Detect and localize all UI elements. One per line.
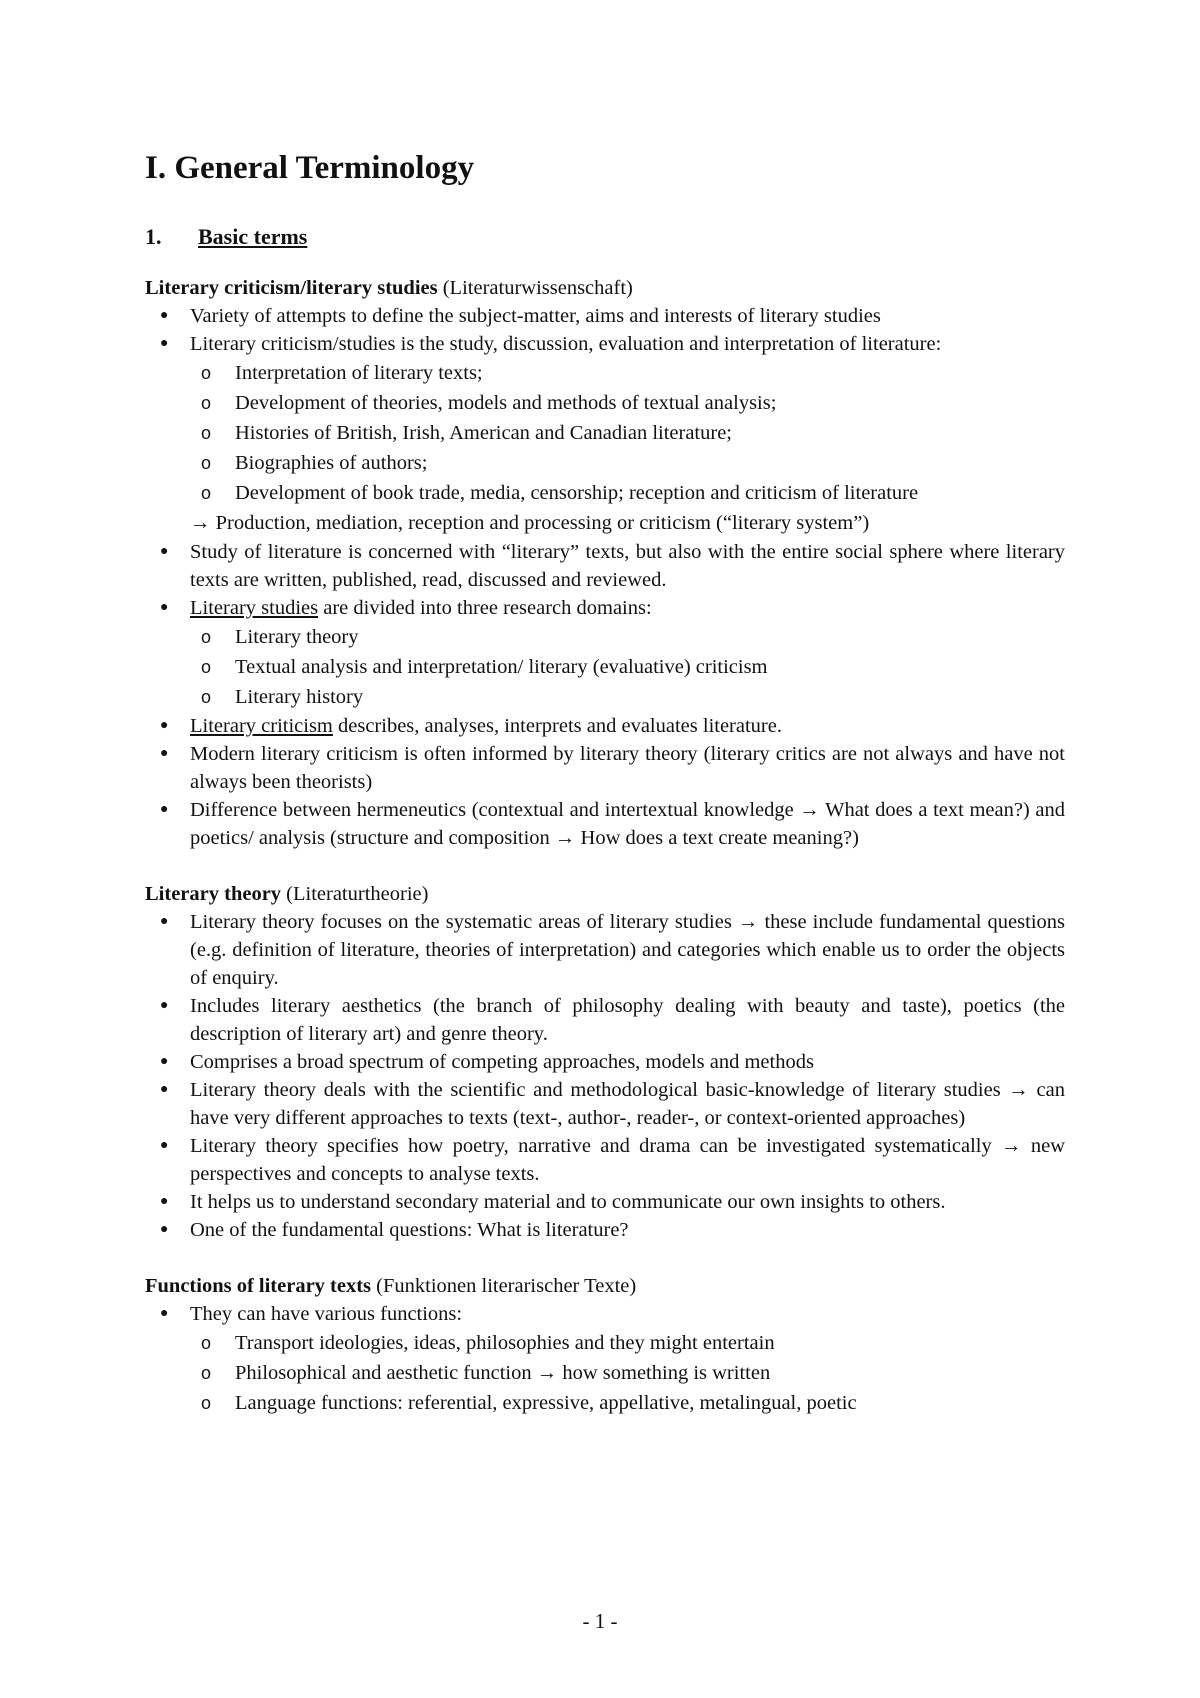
list-item — [145, 712, 1065, 740]
sub-list-item-text: Interpretation of literary texts; — [235, 362, 483, 384]
sub-list-item — [145, 448, 1065, 478]
sub-list-item-text: Histories of British, Irish, American and Canadian literature; — [235, 422, 732, 444]
list-item — [145, 740, 1065, 796]
section-title-note: (Literaturtheorie) — [281, 883, 429, 905]
bullet-icon: ● — [160, 336, 169, 351]
list-item-text: Includes literary aesthetics (the branch of philosophy dealing with beauty and taste), poetics (the description of literary art) and genre theory. — [190, 995, 1065, 1045]
sub-list-item — [145, 1388, 1065, 1418]
list-item — [145, 992, 1065, 1048]
list-item-text: They can have various functions: — [190, 1303, 463, 1325]
document-page — [145, 140, 1065, 1446]
bullet-icon: ● — [160, 544, 169, 559]
bullet-icon: ● — [160, 308, 169, 323]
sub-list-item — [145, 682, 1065, 712]
sub-list-item-text: Transport ideologies, ideas, philosophies and they might entertain — [235, 1332, 775, 1354]
list-item-text: One of the fundamental questions: What is literature? — [190, 1219, 629, 1241]
list-item — [145, 1300, 1065, 1418]
list-item-text: Modern literary criticism is often informed by literary theory (literary critics are not always and have not always been theorists) — [190, 743, 1065, 793]
section-literary-theory — [145, 880, 1065, 1244]
list-item — [145, 1188, 1065, 1216]
list-item-text: It helps us to understand secondary material and to communicate our own insights to others. — [190, 1191, 946, 1213]
arrow-note: → Production, mediation, reception and processing or criticism (“literary system”) — [190, 512, 870, 534]
circle-bullet-icon: o — [201, 453, 212, 473]
section-heading — [145, 1272, 1065, 1300]
bullet-icon: ● — [160, 600, 169, 615]
list-item — [145, 1132, 1065, 1188]
list-item — [145, 594, 1065, 712]
sub-list-item-text: Literary history — [235, 686, 364, 708]
sub-list-item — [145, 418, 1065, 448]
list-item-text: Difference between hermeneutics (contextual and intertextual knowledge → What does a text mean?) and poetics/ analysis (structure and composition → How does a text create meaning?) — [190, 799, 1065, 849]
bullet-list — [145, 1300, 1065, 1418]
list-item-text: Comprises a broad spectrum of competing approaches, models and methods — [190, 1051, 814, 1073]
section-title-note: (Funktionen literarischer Texte) — [371, 1275, 637, 1297]
list-item-text: Literary theory deals with the scientific and methodological basic-knowledge of literary studies → can have very different approaches to texts (text-, author-, reader-, or context-oriented approaches) — [190, 1079, 1065, 1129]
circle-bullet-icon: o — [201, 423, 212, 443]
underlined-term: Literary criticism — [190, 715, 333, 737]
sub-list-item-text: Literary theory — [235, 626, 359, 648]
sub-list-item-text: Textual analysis and interpretation/ literary (evaluative) criticism — [235, 656, 768, 678]
sub-list-item-text: Biographies of authors; — [235, 452, 428, 474]
sub-list-item — [145, 652, 1065, 682]
sub-list-item — [145, 358, 1065, 388]
list-item — [145, 330, 1065, 538]
bullet-icon: ● — [160, 1222, 169, 1237]
bullet-icon: ● — [160, 718, 169, 733]
list-item — [145, 538, 1065, 594]
circle-bullet-icon: o — [201, 1393, 212, 1413]
bullet-icon: ● — [160, 1054, 169, 1069]
circle-bullet-icon: o — [201, 483, 212, 503]
list-item-text: Study of literature is concerned with “literary” texts, but also with the entire social sphere where literary texts are written, published, read, discussed and reviewed. — [190, 541, 1065, 591]
section-title-note: (Literaturwissenschaft) — [437, 277, 633, 299]
underlined-term: Literary studies — [190, 597, 319, 619]
bullet-icon: ● — [160, 1194, 169, 1209]
bullet-icon: ● — [160, 802, 169, 817]
sub-list-item-text: Language functions: referential, expressive, appellative, metalingual, poetic — [235, 1392, 857, 1414]
bullet-icon: ● — [160, 914, 169, 929]
circle-bullet-icon: o — [201, 393, 212, 413]
sub-list-item — [145, 388, 1065, 418]
subheading-number: 1. — [145, 224, 162, 249]
bullet-list — [145, 908, 1065, 1244]
bullet-icon: ● — [160, 746, 169, 761]
circle-bullet-icon: o — [201, 1363, 212, 1383]
list-item — [145, 1048, 1065, 1076]
page-title: I. General Terminology — [145, 150, 475, 186]
sub-list-item — [145, 1328, 1065, 1358]
section-functions — [145, 1272, 1065, 1418]
section-title: Literary theory — [145, 883, 282, 905]
list-item-text: are divided into three research domains: — [318, 597, 652, 619]
list-item — [145, 908, 1065, 992]
list-item — [145, 302, 1065, 330]
sub-list-item — [145, 622, 1065, 652]
sub-list — [190, 1328, 1065, 1418]
bullet-icon: ● — [160, 1082, 169, 1097]
circle-bullet-icon: o — [201, 687, 212, 707]
sub-list-item-text: Philosophical and aesthetic function → how something is written — [235, 1362, 771, 1384]
sub-list — [190, 622, 1065, 712]
section-title: Literary criticism/literary studies — [145, 277, 438, 299]
circle-bullet-icon: o — [201, 1333, 212, 1353]
circle-bullet-icon: o — [201, 363, 212, 383]
section-heading — [145, 274, 1065, 302]
bullet-icon: ● — [160, 1306, 169, 1321]
sub-list — [190, 358, 1065, 508]
list-item — [145, 1076, 1065, 1132]
list-item-text: Literary theory specifies how poetry, narrative and drama can be investigated systematically → new perspectives and concepts to analyse texts. — [190, 1135, 1065, 1185]
subheading — [145, 222, 1065, 252]
page-number: - 1 - — [582, 1609, 618, 1633]
section-title: Functions of literary texts — [145, 1275, 372, 1297]
list-item-text: Variety of attempts to define the subject-matter, aims and interests of literary studies — [190, 305, 881, 327]
section-literary-criticism — [145, 274, 1065, 852]
subheading-label: Basic terms — [198, 224, 308, 249]
list-item-text: Literary criticism/studies is the study, discussion, evaluation and interpretation of literature: — [190, 333, 942, 355]
circle-bullet-icon: o — [201, 627, 212, 647]
section-heading — [145, 880, 1065, 908]
list-item-text: Literary theory focuses on the systematic areas of literary studies → these include fundamental questions (e.g. definition of literature, theories of interpretation) and categories which enable us to order the objects of enquiry. — [190, 911, 1065, 989]
circle-bullet-icon: o — [201, 657, 212, 677]
list-item — [145, 1216, 1065, 1244]
list-item — [145, 796, 1065, 852]
sub-list-item-text: Development of book trade, media, censorship; reception and criticism of literature — [235, 482, 919, 504]
bullet-icon: ● — [160, 998, 169, 1013]
list-item-text: describes, analyses, interprets and evaluates literature. — [332, 715, 782, 737]
sub-list-item — [145, 478, 1065, 508]
sub-list-item — [145, 1358, 1065, 1388]
bullet-list — [145, 302, 1065, 852]
bullet-icon: ● — [160, 1138, 169, 1153]
sub-list-item-text: Development of theories, models and methods of textual analysis; — [235, 392, 777, 414]
